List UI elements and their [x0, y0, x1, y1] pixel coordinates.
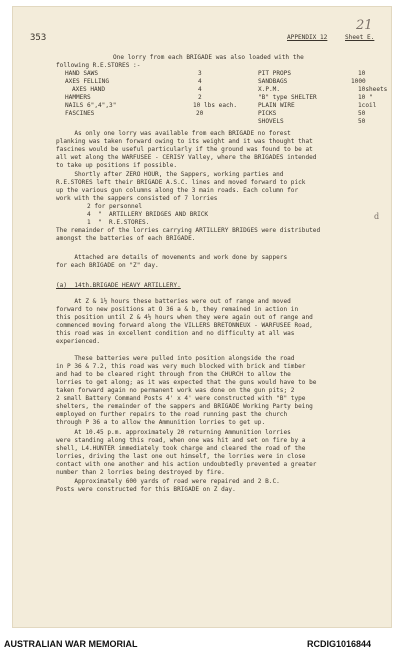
body-line: planking was taken forward owing to its weight and it was thought that [56, 138, 313, 145]
body-line: lorries, driving the last one out himself, the lorries were in close [56, 453, 306, 460]
appendix-label: APPENDIX 12 [287, 34, 328, 41]
store-qty: 50 [358, 110, 366, 117]
store-qty: 10 [358, 70, 366, 77]
body-line: R.E.STORES left their BRIGADE A.S.C. lines and moved forward to pick [56, 179, 306, 186]
section-heading: (a) 14th.BRIGADE HEAVY ARTILLERY. [56, 282, 181, 289]
store-item: NAILS 6",4",3" [65, 102, 117, 109]
column-list-item: 1 " R.E.STORES. [76, 219, 150, 226]
body-line: experienced. [56, 338, 101, 345]
body-line: 2 small Battery Command Posts 4' x 4' were constructed with "B" type [56, 395, 306, 402]
body-line: contact with one another and his action undoubtedly prevented a greater [56, 461, 317, 468]
body-line: commenced moving forward along the VILLERS BRETONNEUX - WARFUSEE Road, [56, 322, 313, 329]
body-line: were standing along this road, when one was hit and set on fire by a [56, 437, 306, 444]
body-line: in P 36 & 7.2, this road was very much blocked with brick and timber [56, 363, 306, 370]
body-line: amongst the batteries of each BRIGADE. [56, 235, 196, 242]
body-line: lorries to get along; as it was expected that the guns would have to be [56, 379, 317, 386]
body-line: employed on further repairs to the road running past the church [56, 411, 288, 418]
body-line: forward to new positions at O 36 a & b, they remained in action in [56, 306, 299, 313]
store-item: PLAIN WIRE [258, 102, 295, 109]
store-qty: 1000 [351, 78, 366, 85]
store-item: AXES HAND [72, 86, 106, 93]
store-item: SANDBAGS [258, 78, 288, 85]
body-line: taken forward again no permanent work was done on the gun pits; 2 [56, 387, 295, 394]
sheet-label: Sheet E. [345, 34, 375, 41]
store-qty: 10sheets [358, 86, 388, 93]
column-list-item: 4 " ARTILLERY BRIDGES AND BRICK [76, 211, 209, 218]
store-qty: 50 [358, 118, 366, 125]
intro-line-2: following R.E.STORES :- [56, 62, 141, 69]
body-line: fascines would be useful particularly if the ground was found to be at [56, 146, 313, 153]
body-line: Approximately 600 yards of road were repaired and 2 B.C. [56, 478, 280, 485]
body-line: work with the sappers consisted of 7 lorries [56, 195, 218, 202]
body-line: this position until Z & 4½ hours when they were again out of range and [56, 314, 313, 321]
page-number: 353 [30, 33, 47, 43]
body-line: shelters, the remainder of the sappers and BRIGADE Working Party being [56, 403, 313, 410]
body-line: all wet along the WARFUSEE - CERISY Valley, where the BRIGADES intended [56, 154, 317, 161]
column-list-item: 2 for personnel [76, 203, 143, 210]
body-line: At 10.45 p.m. approximately 20 returning Ammunition lorries [56, 429, 291, 436]
store-item: PICKS [258, 110, 277, 117]
store-item: SHOVELS [258, 118, 284, 125]
body-line: At Z & 1½ hours these batteries were out of range and moved [56, 298, 291, 305]
store-item: AXES FELLING [65, 78, 110, 85]
store-item: PIT PROPS [258, 70, 292, 77]
body-line: this road was in excellent condition and no difficulty at all was [56, 330, 295, 337]
store-qty: 4 [198, 86, 202, 93]
margin-mark: d [374, 212, 380, 221]
body-line: Posts were constructed for this BRIGADE on Z day. [56, 486, 236, 493]
store-qty: 20 [196, 110, 204, 117]
store-qty: 4 [198, 78, 202, 85]
store-item: HAMMERS [65, 94, 91, 101]
store-qty: 10 lbs each. [193, 102, 238, 109]
body-line: number than 2 lorries being destroyed by fire. [56, 469, 225, 476]
intro-line-1: One lorry from each BRIGADE was also loaded with the [113, 54, 304, 61]
body-line: These batteries were pulled into position alongside the road [56, 355, 295, 362]
store-item: "B" type SHELTER [258, 94, 317, 101]
store-qty: 2 [198, 94, 202, 101]
store-item: HAND SAWS [65, 70, 99, 77]
body-line: Shortly after ZERO HOUR, the Sappers, working parties and [56, 171, 284, 178]
body-line: shell, L4.HUNTER immediately took charge and cleared the road of the [56, 445, 306, 452]
store-qty: 10 " [358, 94, 373, 101]
body-line: to take up positions if possible. [56, 162, 178, 169]
store-item: FASCINES [65, 110, 95, 117]
handwritten-number: 21 [356, 18, 373, 33]
body-line: The remainder of the lorries carrying ARTILLERY BRIDGES were distributed [56, 227, 321, 234]
store-qty: 3 [198, 70, 202, 77]
footer-source: AUSTRALIAN WAR MEMORIAL [4, 639, 138, 649]
body-line: Attached are details of movements and work done by sappers [56, 254, 288, 261]
body-line: and had to be cleared right through from the CHURCH to allow the [56, 371, 291, 378]
store-qty: 1coil [358, 102, 377, 109]
footer-record-id: RCDIG1016844 [307, 639, 372, 649]
body-line: up the various gun columns along the 3 main roads. Each column for [56, 187, 299, 194]
body-line: As only one lorry was available from each BRIGADE no forest [56, 130, 291, 137]
body-line: through P 36 a to allow the Ammunition lorries to get up. [56, 419, 266, 426]
store-item: X.P.M. [258, 86, 281, 93]
body-line: for each BRIGADE on "Z" day. [56, 262, 159, 269]
